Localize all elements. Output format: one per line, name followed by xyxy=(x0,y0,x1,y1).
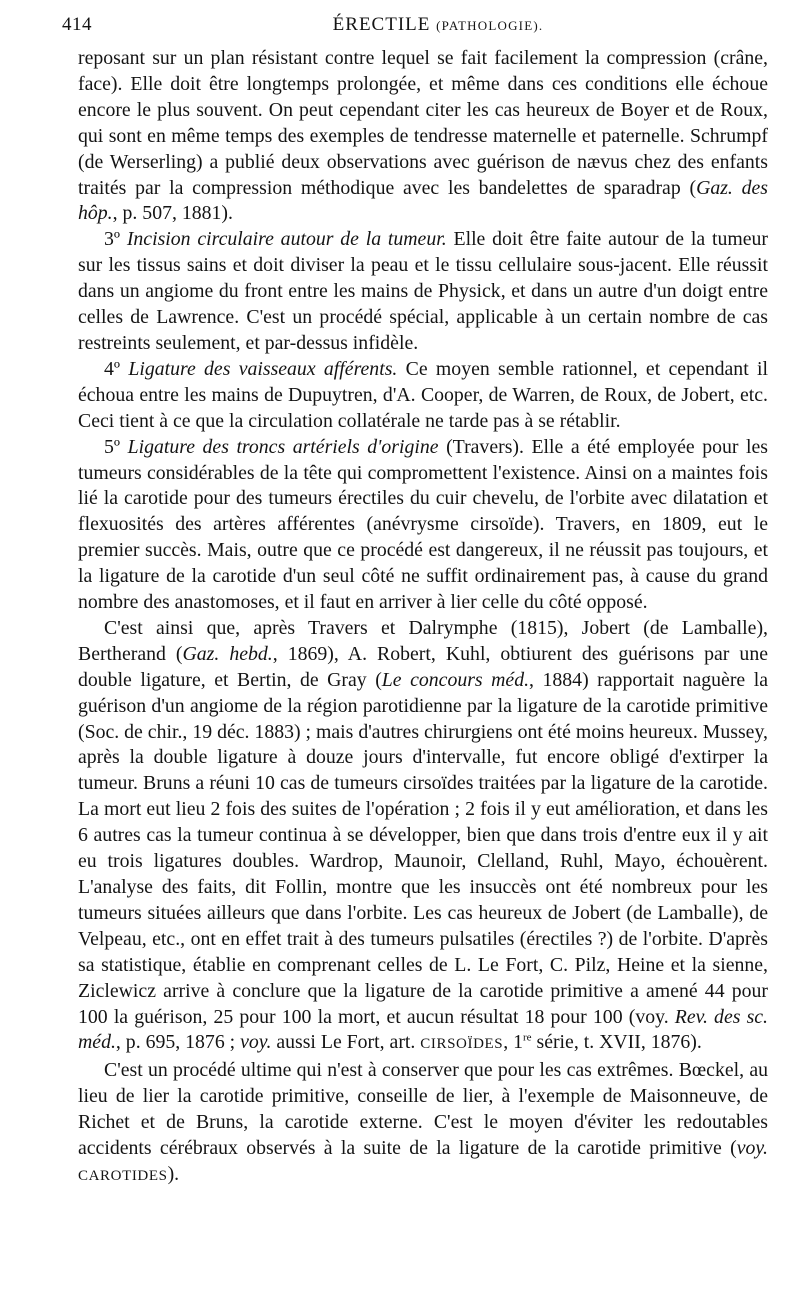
running-title xyxy=(78,10,768,41)
text-run: 3º xyxy=(104,228,127,251)
body-text xyxy=(78,46,768,1190)
paragraph-p2 xyxy=(78,357,768,435)
text-run: reposant sur un plan résistant contre lequel se fait facilement la compression (crâne, face). Elle doit être longtemps prolongée, et même dans ces conditions elle échoue encore le plus souvent. On peut cependant citer les cas heureux de Boyer et de Roux, qui sont en même temps des exemples de tendresse maternelle et paternelle. Schrumpf (de Werserling) a publié deux observations avec guérison de nævus chez des enfants traités par la compression méthodique avec les bandelettes de sparadrap ( xyxy=(78,47,768,199)
italic-run: Le concours méd. xyxy=(381,668,530,691)
italic-run: Ligature des troncs artériels d'origine xyxy=(127,435,439,458)
text-run: (Travers). Elle a été employée pour les tumeurs considérables de la tête qui compromettent l'existence. Ainsi on a maintes fois lié la carotide pour des tumeurs érectiles du cuir chevelu, de l'orbite avec dilatation et flexuosités des artères afférentes (anévrysme cirsoïde). Travers, en 1809, eut le premier succès. Mais, outre que ce procédé est dangereux, il ne réussit pas toujours, et la ligature de la carotide d'un seul côté ne suffit ordinairement pas, à cause du grand nombre des anastomoses, et il faut en arriver à lier celle du côté opposé. xyxy=(78,435,768,614)
text-run: 4º xyxy=(104,357,129,380)
page-number: 414 xyxy=(62,14,92,35)
text-run: série, t. XVII, 1876). xyxy=(531,1031,702,1054)
italic-run: voy. xyxy=(240,1031,272,1054)
text-run: , 1 xyxy=(503,1031,523,1054)
running-title-qualifier: (PATHOLOGIE). xyxy=(436,18,544,33)
text-run: , 1869), A. Robert, Kuhl, obtiurent des guérisons par une double ligature, et Bertin, de Gray ( xyxy=(78,642,768,691)
text-run: , p. 507, 1881). xyxy=(112,202,233,225)
italic-run: Gaz. hebd. xyxy=(182,642,273,665)
italic-run: voy. xyxy=(736,1137,768,1160)
running-title-main: ÉRECTILE xyxy=(332,14,431,35)
text-run: C'est ainsi que, après Travers et Dalrymphe (1815), Jobert (de Lamballe), Bertherand ( xyxy=(78,616,768,665)
italic-run: Gaz. des hôp. xyxy=(78,176,768,225)
paragraph-p1 xyxy=(78,227,768,357)
running-header xyxy=(62,10,768,40)
text-run: , p. 695, 1876 ; xyxy=(115,1031,241,1054)
text-run: ). xyxy=(167,1162,180,1185)
italic-run: Rev. des sc. méd. xyxy=(78,1005,768,1054)
text-run: , 1884) rapportait naguère la guérison d'un angiome de la région parotidienne par la ligature de la carotide primitive (Soc. de chir., 19 déc. 1883) ; mais d'autres chirurgiens ont été moins heureux. Mussey, après la double ligature à douze jours d'intervalle, fut encore obligé d'extirper la tumeur. Bruns a réuni 10 cas de tumeurs cirsoïdes traitées par la ligature de la carotide. La mort eut lieu 2 fois des suites de l'opération ; 2 fois il y eut amélioration, et dans les 6 autres cas la tumeur continua à se développer, bien que dans trois d'entre eux il y ait eu trois ligatures doubles. Wardrop, Maunoir, Clelland, Ruhl, Mayo, échouèrent. L'analyse des faits, dit Follin, montre que les insuccès ont été nombreux pour les tumeurs situées ailleurs que dans l'orbite. Les cas heureux de Jobert (de Lamballe), de Velpeau, etc., ont en effet trait à des tumeurs pulsatiles (érectiles ?) de l'orbite. D'après sa statistique, établie en comprenant celles de L. Le Fort, C. Pilz, Heine et la sienne, Ziclewicz arrive à conclure que la ligature de la carotide primitive a amené 44 pour 100 la guérison, 25 pour 100 la mort, et aucun résultat 18 pour 100 (voy. xyxy=(78,668,768,1028)
small-caps-run: CAROTIDES xyxy=(78,1167,168,1184)
text-run: Elle doit être faite autour de la tumeur sur les tissus sains et doit diviser la peau et le tissu cellulaire sous-jacent. Elle réussit dans un angiome du front entre les mains de Physick, et dans un autre d'un doigt entre celles de Lawrence. C'est un procédé spécial, applicable à un certain nombre de cas restreints seulement, et par-dessus infidèle. xyxy=(78,228,768,354)
paragraph-p0 xyxy=(78,46,768,227)
small-caps-run: CIRSOÏDES xyxy=(420,1036,504,1053)
paragraph-p3 xyxy=(78,435,768,616)
superscript-run: re xyxy=(523,1031,532,1044)
text-run: C'est un procédé ultime qui n'est à conserver que pour les cas extrêmes. Bœckel, au lieu de lier la carotide primitive, conseille de lier, à l'exemple de Maisonneuve, de Richet et de Bruns, la carotide externe. C'est le moyen d'éviter les redoutables accidents cérébraux observés à la suite de la ligature de la carotide primitive ( xyxy=(78,1059,768,1160)
text-run: aussi Le Fort, art. xyxy=(271,1031,421,1054)
paragraph-p4 xyxy=(78,616,768,1058)
text-run: Ce moyen semble rationnel, et cependant il échoua entre les mains de Dupuytren, d'A. Cooper, de Warren, de Roux, de Jobert, etc. Ceci tient à ce que la circulation collatérale ne tarde pas à se rétablir. xyxy=(78,357,768,432)
italic-run: Ligature des vaisseaux afférents. xyxy=(128,357,398,380)
paragraph-p5 xyxy=(78,1058,768,1190)
text-run: 5º xyxy=(104,435,128,458)
italic-run: Incision circulaire autour de la tumeur. xyxy=(126,228,447,251)
